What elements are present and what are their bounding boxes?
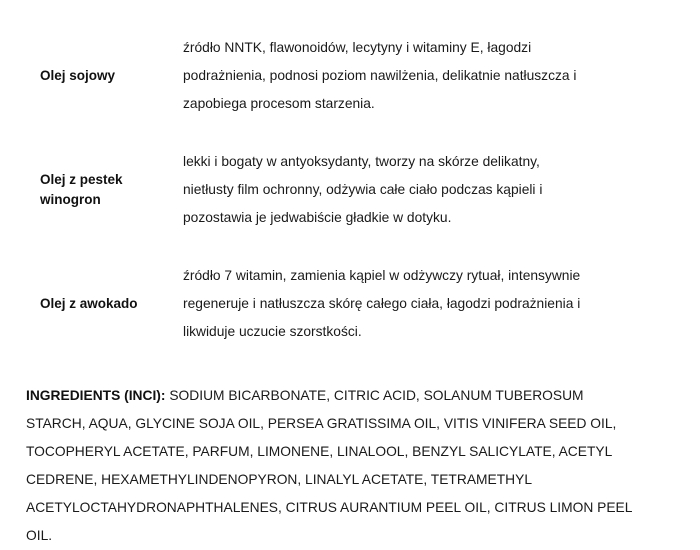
oil-name-line: Olej sojowy — [40, 68, 116, 83]
oil-description-cell — [183, 148, 674, 262]
oil-name-line: winogron — [40, 192, 101, 207]
inci-label: INGREDIENTS (INCI): — [26, 388, 166, 403]
oil-description-line: pozostawia je jedwabiście gładkie w dotyku. — [183, 210, 452, 225]
oil-name-line: Olej z — [40, 296, 77, 311]
oil-name-line: Olej z pestek — [40, 172, 123, 187]
oil-description-line: regeneruje i natłuszcza skórę całego ciała, łagodzi podrażnienia i — [183, 296, 581, 311]
oils-table-body — [26, 34, 674, 376]
table-row — [26, 34, 674, 148]
oils-table — [26, 34, 674, 376]
inci-line: CEDRENE, HEXAMETHYLINDENOPYRON, LINALYL ACETATE, TETRAMETHYL — [26, 472, 532, 487]
inci-line: STARCH, AQUA, GLYCINE SOJA OIL, PERSEA GRATISSIMA OIL, VITIS VINIFERA SEED OIL, — [26, 416, 617, 431]
oil-description-line: nietłusty film ochronny, odżywia całe ciało podczas kąpieli i — [183, 182, 543, 197]
table-row — [26, 148, 674, 262]
oil-description-line: źródło 7 witamin, zamienia kąpiel w odżywczy rytuał, intensywnie — [183, 268, 581, 283]
inci-line: OIL. — [26, 528, 53, 543]
oil-name-cell — [26, 148, 183, 262]
oil-description-cell — [183, 34, 674, 148]
oil-description-line: podrażnienia, podnosi poziom nawilżenia, delikatnie natłuszcza i — [183, 68, 577, 83]
oil-description-line: zapobiega procesom starzenia. — [183, 96, 375, 111]
oil-name-cell — [26, 34, 183, 148]
inci-line: ACETYLOCTAHYDRONAPHTHALENES, CITRUS AURANTIUM PEEL OIL, CITRUS LIMON PEEL — [26, 500, 633, 515]
inci-line: TOCOPHERYL ACETATE, PARFUM, LIMONENE, LINALOOL, BENZYL SALICYLATE, ACETYL — [26, 444, 613, 459]
inci-first-line — [26, 382, 658, 410]
oil-description-line: źródło NNTK, flawonoidów, lecytyny i witaminy E, łagodzi — [183, 40, 532, 55]
oil-description-cell — [183, 262, 674, 376]
oil-description-line: likwiduje uczucie szorstkości. — [183, 324, 362, 339]
inci-section — [26, 382, 674, 550]
table-row — [26, 262, 674, 376]
oil-name-cell — [26, 262, 183, 376]
oil-name-line: awokado — [79, 296, 138, 311]
oil-description-line: lekki i bogaty w antyoksydanty, tworzy na skórze delikatny, — [183, 154, 540, 169]
inci-first-line-text: SODIUM BICARBONATE, CITRIC ACID, SOLANUM TUBEROSUM — [165, 388, 584, 403]
